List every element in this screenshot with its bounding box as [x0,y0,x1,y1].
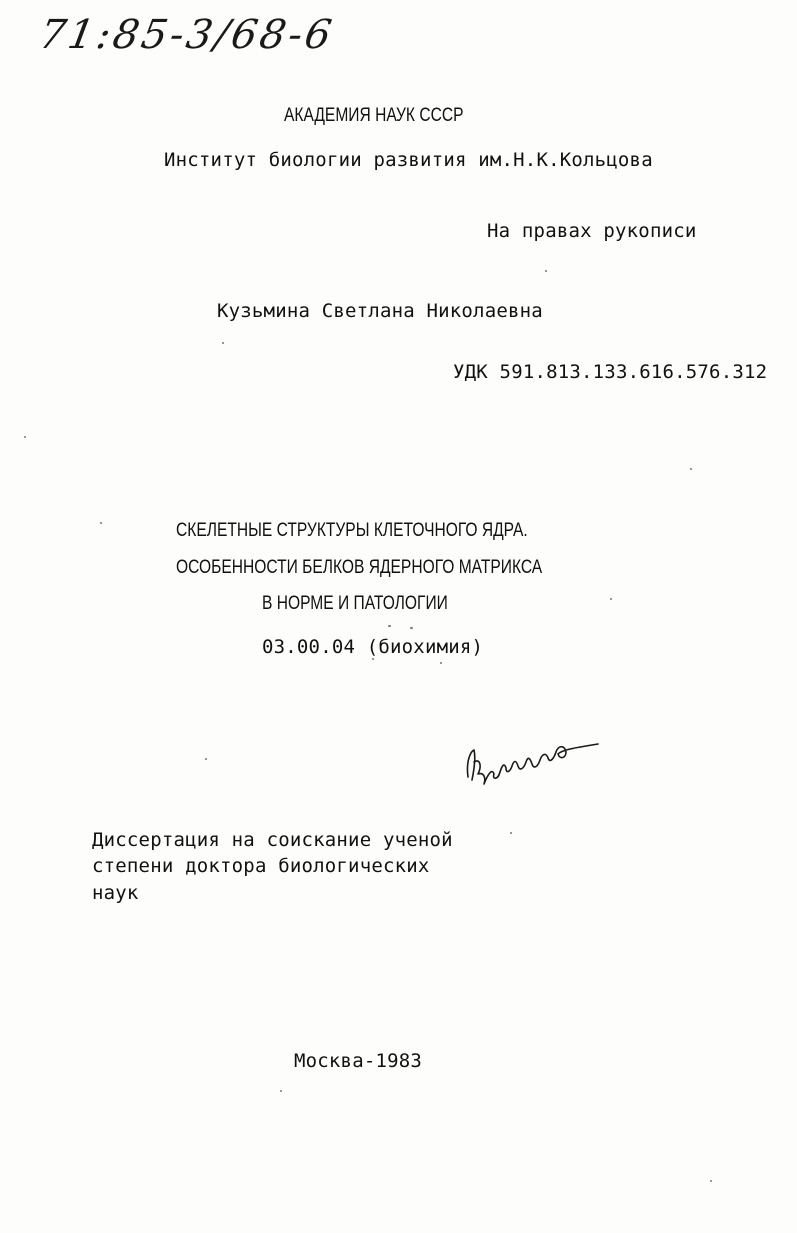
scan-speck [410,627,413,629]
scan-speck [100,522,102,524]
dissertation-line-2: степени доктора биологических [92,855,430,877]
udc-code: УДК 591.813.133.616.576.312 [453,361,768,383]
place-year: Москва-1983 [294,1050,423,1072]
rights-note: На правах рукописи [487,220,697,242]
archive-number-handwritten: 71:85-3/68-6 [35,12,338,58]
scan-speck [440,662,442,664]
title-line-2: ОСОБЕННОСТИ БЕЛКОВ ЯДЕРНОГО МАТРИКСА [176,557,543,578]
dissertation-line-1: Диссертация на соискание ученой [92,829,453,851]
author-signature [462,722,602,792]
academy-name: АКАДЕМИЯ НАУК СССР [284,105,464,126]
scan-speck [205,758,207,760]
scan-speck [24,436,26,438]
scan-speck [710,1180,712,1182]
scan-speck [690,468,692,470]
scan-speck [280,1090,282,1092]
title-line-1: СКЕЛЕТНЫЕ СТРУКТУРЫ КЛЕТОЧНОГО ЯДРА. [176,520,528,541]
scan-speck [610,598,612,600]
scan-speck [372,658,374,660]
dissertation-line-3: наук [92,882,139,904]
specialty-code: 03.00.04 (биохимия) [262,636,484,658]
author-name: Кузьмина Светлана Николаевна [217,300,543,322]
scan-speck [388,625,391,627]
institute-name: Институт биологии развития им.Н.К.Кольцова [164,149,653,171]
title-line-3: В НОРМЕ И ПАТОЛОГИИ [262,593,448,614]
scan-speck [545,270,547,272]
scan-speck [510,832,512,834]
scan-speck [222,342,224,344]
